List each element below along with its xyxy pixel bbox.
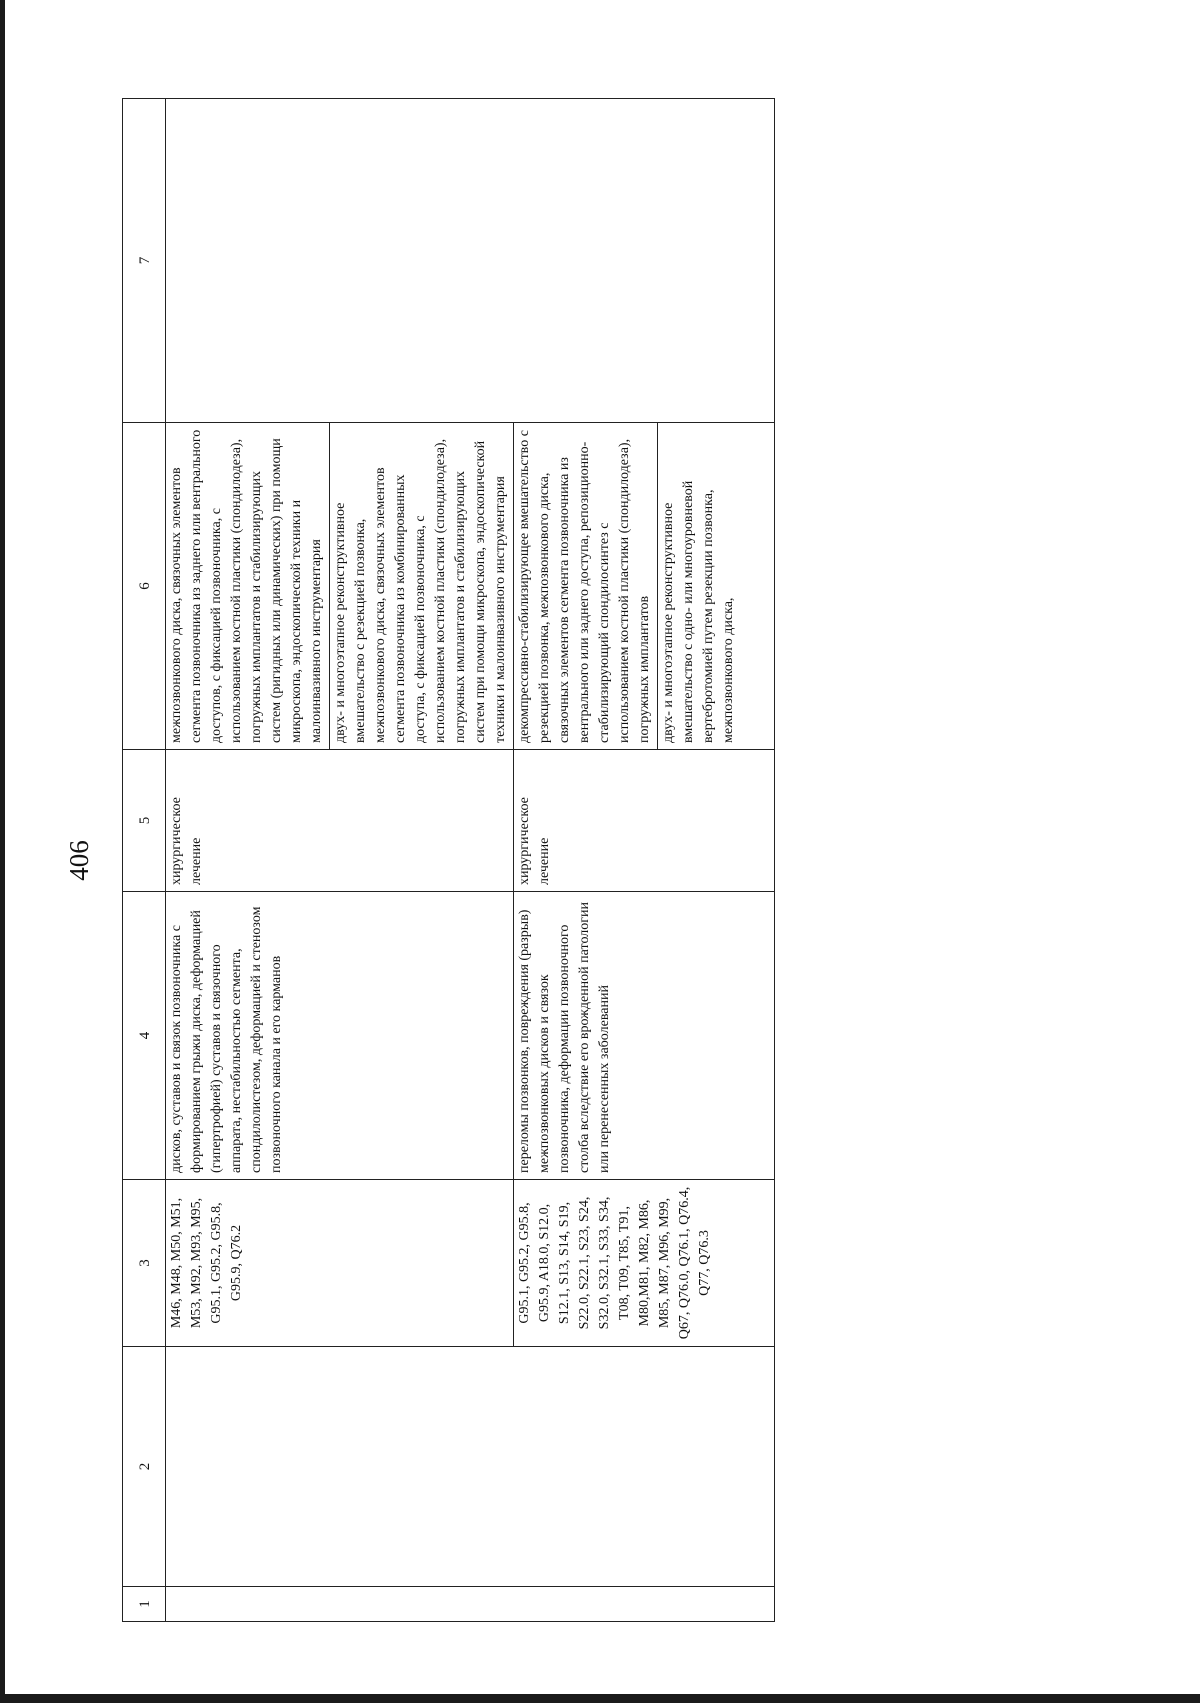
column-header-1: 1: [123, 1587, 166, 1622]
column-header-6: 6: [123, 423, 166, 750]
page-number: 406: [64, 840, 94, 881]
rotated-page: [64, 99, 1075, 1622]
cell-col2: [166, 1347, 775, 1587]
scan-left-border: [0, 0, 5, 1703]
table-row: [166, 99, 330, 1622]
column-number-row: [123, 99, 166, 1622]
cell-col1: [166, 1587, 775, 1622]
column-header-3: 3: [123, 1180, 166, 1347]
column-header-2: 2: [123, 1347, 166, 1587]
treatment-method-cell: межпозвонкового диска, связочных элементов сегмента позвоночника из заднего или вентрального доступов, с фиксацией позвоночника, с использованием костной пластики (спондилодеза), погружных имплантатов и стабилизирующих систем (ригидных или динамических) при помощи микроскопа, эндоскопической техники и малоинвазивного инструментария: [166, 423, 330, 750]
cell-col7: [166, 99, 775, 423]
medical-procedures-table: [122, 98, 775, 1622]
icd-codes-cell: M46, M48, M50, M51, M53, M92, M93, M95, G95.1, G95.2, G95.8, G95.9, Q76.2: [166, 1180, 514, 1347]
column-header-5: 5: [123, 750, 166, 892]
pathology-cell: переломы позвонков, повреждения (разрыв) межпозвонковых дисков и связок позвоночника, деформации позвоночного столба вследствие его врожденной патологии или перенесенных заболеваний: [514, 892, 775, 1180]
column-header-7: 7: [123, 99, 166, 423]
scan-bottom-border: [0, 1694, 1200, 1703]
treatment-method-cell: двух- и многоэтапное реконструктивное вмешательство с резекцией позвонка, межпозвонкового диска, связочных элементов сегмента позвоночника из комбинированных доступа, с фиксацией позвоночника, с использованием костной пластики (спондилодеза), погружных имплантатов и стабилизирующих систем при помощи микроскопа, эндоскопической техники и малоинвазивного инструментария: [330, 423, 514, 750]
treatment-type-cell: хирургическое лечение: [514, 750, 775, 892]
treatment-method-cell: декомпрессивно-стабилизирующее вмешательство с резекцией позвонка, межпозвонкового диска, связочных элементов сегмента позвоночника из вентрального или заднего доступа, репозиционно-стабилизирующий спондилосинтез с использованием костной пластики (спондилодеза), погружных имплантатов: [514, 423, 658, 750]
pathology-cell: дисков, суставов и связок позвоночника с формированием грыжи диска, деформацией (гипертрофией) суставов и связочного аппарата, нестабильностью сегмента, спондилолистезом, деформацией и стенозом позвоночного канала и его карманов: [166, 892, 514, 1180]
column-header-4: 4: [123, 892, 166, 1180]
treatment-method-cell: двух- и многоэтапное реконструктивное вмешательство с одно- или многоуровневой вертебротомией путем резекции позвонка, межпозвонкового диска,: [658, 423, 775, 750]
treatment-type-cell: хирургическое лечение: [166, 750, 514, 892]
icd-codes-cell: G95.1, G95.2, G95.8, G95.9, A18.0, S12.0, S12.1, S13, S14, S19, S22.0, S22.1, S23, S24, S32.0, S32.1, S33, S34, T08, T09, T85, T91, M80,M81, M82, M86, M85, M87, M96, M99, Q67, Q76.0, Q76.1, Q76.4, Q77, Q76.3: [514, 1180, 775, 1347]
